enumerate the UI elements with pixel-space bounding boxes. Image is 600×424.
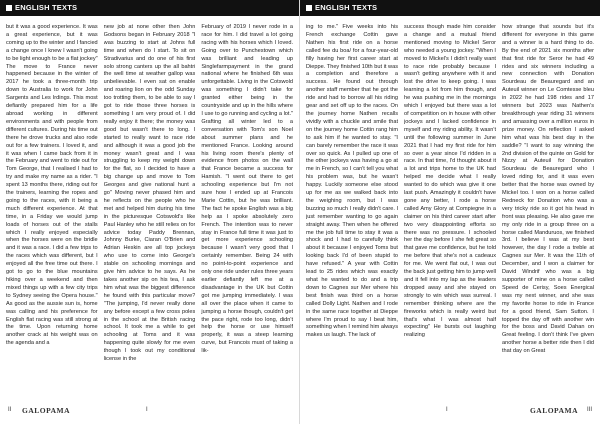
square-bullet-icon [306, 5, 312, 11]
magazine-brand: GALOPAMA [22, 406, 71, 415]
section-label [6, 3, 77, 12]
page-footer [300, 404, 600, 418]
text-column-2: success though made him consider a change and a mutual friend mentioned moving to Mickel Seror who needed a young jockey. "When I moved to Mickel's I didn't really want to race ride probably because I wasn't getting anywhere with it and lost the drive to keep going. I was learning a lot from him though, and he was pushing me in the mornings which I enjoyed but there was a lot of competition on in house with other jockeys and I lacked confidence in myself and my riding ability. It wasn't until the following summer in June 2021 that I had my first ride for him so over a year since I'd ridden in a race. In that time, I'd thought about it a lot and trips home to the UK had helped me decide what I really wanted to do which was give it one last push. Amazingly it couldn't have gone any better, I rode a horse called Amy Glory at Compiegne in a claimer on his third career start after two very disappointing efforts so there was no pressure. I schooled her the day before I she felt great so that gave me confidence, but he told me before that she's not a cadeaux for me. We went flat out, I was out the back just getting him to jump well and it fell into my lap as the leaders dropped away and she stayed on strongly to win which was surreal. I remember thinking where are the fireworks which is really weird but that's what I was almost half expecting" He bursts out laughing realizing [404, 24, 496, 339]
text-column-1: ing to me." Five weeks into his French exchange Cottin gave Nathen his first ride on a horse called fee du boa/ for a four-year-old filly having her first career start at Dieppe. They finished 10th but it was a completion and therefore a success. He found out through another staff member that he got the ride and had to borrow all his riding gear and set off up to the races. On the journey home Nathen recalls vividly with a chuckle and smile that on the journey home Cottin rang him to ask him if he wanted to stay. "I can barely remember the race it was over so quick. As I pulled up one of the other jockeys was having a go at me in French, so I can't tell you what his problem was, but he wasn't happy. Luckily someone else stood up for me as we walked back into the weighing room, but I was buzzing so much I really didn't care. I just remember wanting to go again straight away. Then when he offered me the job full time to stay it was a shock and I had to carefully think about it because I enjoyed Toms but looking back I'd of been stupid to have refused." A year with Cottin lead to 25 rides which was exactly what he wanted to do and a trip down to Cagnes sur Mer where his best finish was third on a horse called Dolly Light. Nathen and I rode in the same race together at Dieppe where I'm proud to say I beat him, something when I remind him always makes us laugh. The lack of [306, 24, 398, 339]
text-column-3: February of 2019 I never rode in a race for him. I did travel a lot going racing with his horses which I loved. Going over to Punchestown which was brilliant and leading up Singlefarmpayment in the grand national where he finished 6th was unforgettable. Living in the Cotswold was something I didn't take for granted either being in the countryside and up in the hills where I use to go running and cycling a lot." Grafting all winter led to a conversation with Tom's son Noel about summer plans and he mentioned France. Looking around his living room there's plenty of evidence from photos on the wall that France became a success for Hamish. "I went out there to get schooling experience but I'm not sure how I ended up at Francois Marie Cottin, but he was brilliant. The fact he spoke English was a big help as I spoke absolutely zero French. The intention was to never stay in France full time it was just to get more experience schooling because I wasn't very good that I certainly remember. Being 24 with no point-to-point experience and only one ride under rules three years earlier defiantly left me at a disadvantage in the UK but Cottin got me jumping immediately. I was all over the place when it came to jumping a horse though, couldn't get the pace right, rode too long, didn't help the horse or use himself properly, it was a steep learning curve, but Francois must of taking a lik- [201, 24, 294, 355]
text-column-2: new job at none other then John Godsons began in February 2018 "I was buzzing to start at Johns full time and when do I start. To sit on Stradivarius and do one of his first solo strong canters up the all bahtri the well time at weather gallop was unbelievable. I even sat on enable and roaring lion on the odd Sunday too trotting them, to be able to say I got to ride those three horses is something I am very proud of. I did really enjoy it there; the money was good but wasn't there to long. I started to really want to race ride and although it was a good job the money wasn't great and I was struggling to keep my weight down for the flat, so I decided to have a big change up and move to Tom Georges and give national hunt a go" Moving never phased him and he reflects on the people who he met and helped him during his time in the picturesque Cotswold's like Paul Hanley who he still relies on for advice today Paddy Brennan, Johnny Burke, Ciaran O'Brien and Adrian Heskin are all top jockeys who use to come into George's stable on schooling mornings and give him advice to he says. As he takes another sip on his tea, I ask him what was the biggest difference he found with this particular move? "The jumping, I'd never really done any before except a few cross poles in the school at the British racing school. It took me a while to get schooling at Toms and it was happening quite slowly for me even though I took out my conditional license in the [103, 24, 196, 363]
text-column-1: but it was a good experience. It was a great experience, but it was coming up to the winter and I fancied a change once I knew I wasn't going to be light enough to be a flat jockey" The move to France never happened because in the winter of 2017 he took a three-month trip down to Australia to work for John Sargents and Les Irdings. This most defiantly prepared him for a life abroad working in different environments and with people from different cultures. During his time out there he drove trucks and also rode out for a few trainers. I loved it, and it was when I came back from it in the February and went to ride out for Tom George, that I realised I had to try and make my name as a rider. "I spent 13 months there, riding out for the trainers, learning the ropes and going to the races, with it being a much different experience. At that time, in a Friday we would jump loads of horses out of the stalls which I really enjoyed especially when the horses were on the bridle and it was a race. I did a few trips to the races which was different, but I enjoyed all the free time out there. I got to go to the blue mountains hiking over a weekend and then mixed things up with a few city trips to Sydney seeing the Opera house." As good as the aussie sun is, home was calling and his preference for English flat racing was still strong at the time. Upon returning home another crack at his weight was on the agenda and a [6, 24, 98, 347]
section-label [306, 3, 377, 12]
center-marker: I [446, 407, 448, 413]
text-columns [6, 24, 293, 396]
text-column-3: how strange that sounds but it's different for everyone in this game and a winner is a hard thing to do. By the end of 2021 six months after that first ride for Seror he had 49 rides and six winners including a new connection with Donation Sourdeau de Beauregard and an Auteuil winner on Le Comtesse bleu in 2022 he had 198 rides and 17 winners but 2023 was Nathen's breakthrough year riding 31 winners and amassing over a million euros in prize money. On reflection I asked him what was his best day in the saddle? "I want to say winning the 2nd division of the quinte on Gold for Nizzy at Auteuil for Donation Sourdeau de Beauregard who I loved riding for, and it was even better that the horse was owned by Mickel too. I won on a horse called Redneck for Donation who was a very tricky ride so it got his head in front was pleasing. He also gave me my only ride in a group three on a horse called Manduruos, we finished 3rd. I believe I was at my best however, the day I rode a treble at Cagnes sur Mer. It was the 11th of December, and I won a claimer for David Windrif who was a big supporter of mine on a horse called Speed de Cerisy, Soes Energical was my next winner, and she was my favorite horse to ride in France for a good friend, Sam Sutton. I topped the day off with another win for the boss and David Dahan on Great feeling. I don't think I've given another horse a better ride then I did that day on Great [502, 24, 594, 355]
square-bullet-icon [6, 5, 12, 11]
magazine-brand: GALOPAMA [529, 406, 578, 415]
section-label-text: ENGLISH TEXTS [15, 3, 78, 12]
page-footer [0, 404, 300, 418]
header-bar [300, 0, 600, 16]
text-columns [306, 24, 594, 396]
page-number: II [8, 407, 12, 413]
center-marker: I [146, 407, 148, 413]
section-label-text: ENGLISH TEXTS [315, 3, 378, 12]
page-number: III [586, 407, 592, 413]
right-page [300, 0, 600, 424]
header-bar [0, 0, 300, 16]
